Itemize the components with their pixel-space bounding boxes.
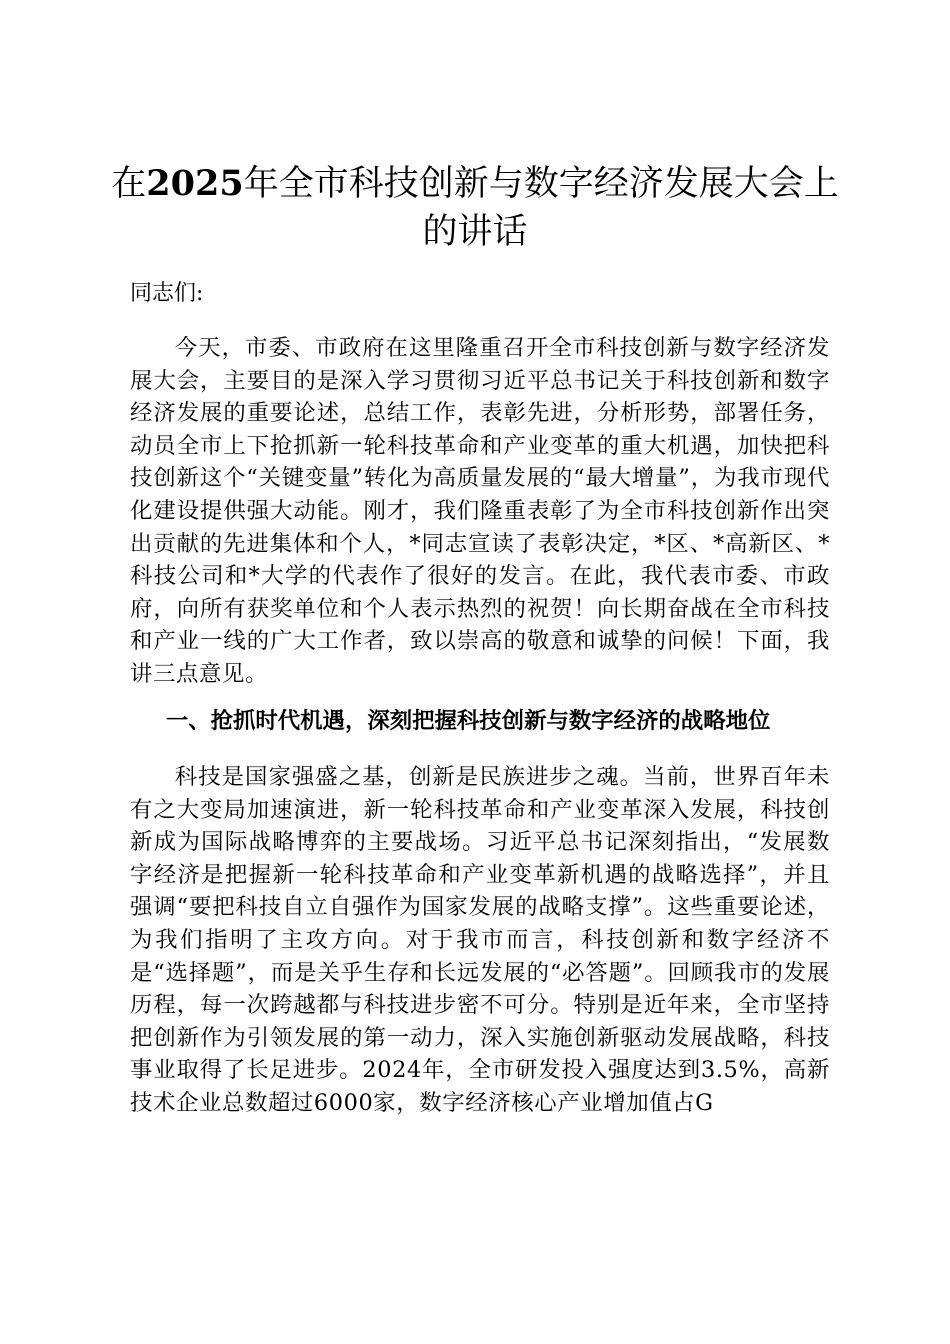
opening-paragraph: 今天，市委、市政府在这里隆重召开全市科技创新与数字经济发展大会，主要目的是深入学习贯彻习近平总书记关于科技创新和数字经济发展的重要论述，总结工作，表彰先进，分析形势，部署任务，动员全市上下抢抓新一轮科技革命和产业变革的重大机遇，加快把科技创新这个“关键变量”转化为高质量发展的“最大增量”，为我市现代化建设提供强大动能。刚才，我们隆重表彰了为全市科技创新作出突出贡献的先进集体和个人，*同志宣读了表彰决定，*区、*高新区、*科技公司和*大学的代表作了很好的发言。在此，我代表市委、市政府，向所有获奖单位和个人表示热烈的祝贺！向长期奋战在全市科技和产业一线的广大工作者，致以崇高的敬意和诚挚的问候！下面，我讲三点意见。	[130, 335, 830, 687]
document-title	[110, 160, 840, 256]
title-prefix: 在	[111, 164, 147, 204]
title-suffix: 年全市科技创新与数字经济发展大会上的讲话	[243, 164, 839, 252]
salutation: 同志们:	[130, 281, 204, 306]
section-1-paragraph: 科技是国家强盛之基，创新是民族进步之魂。当前，世界百年未有之大变局加速演进，新一轮科技革命和产业变革深入发展，科技创新成为国际战略博弈的主要战场。习近平总书记深刻指出，“发展数字经济是把握新一轮科技革命和产业变革新机遇的战略选择”，并且强调“要把科技自立自强作为国家发展的战略支撑”。这些重要论述，为我们指明了主攻方向。对于我市而言，科技创新和数字经济不是“选择题”，而是关乎生存和长远发展的“必答题”。回顾我市的发展历程，每一次跨越都与科技进步密不可分。特别是近年来，全市坚持把创新作为引领发展的第一动力，深入实施创新驱动发展战略，科技事业取得了长足进步。2024年，全市研发投入强度达到3.5%，高新技术企业总数超过6000家，数字经济核心产业增加值占G	[130, 764, 830, 1116]
section-heading-1: 一、抢抓时代机遇，深刻把握科技创新与数字经济的战略地位	[165, 708, 771, 734]
title-year: 2025	[146, 163, 244, 204]
